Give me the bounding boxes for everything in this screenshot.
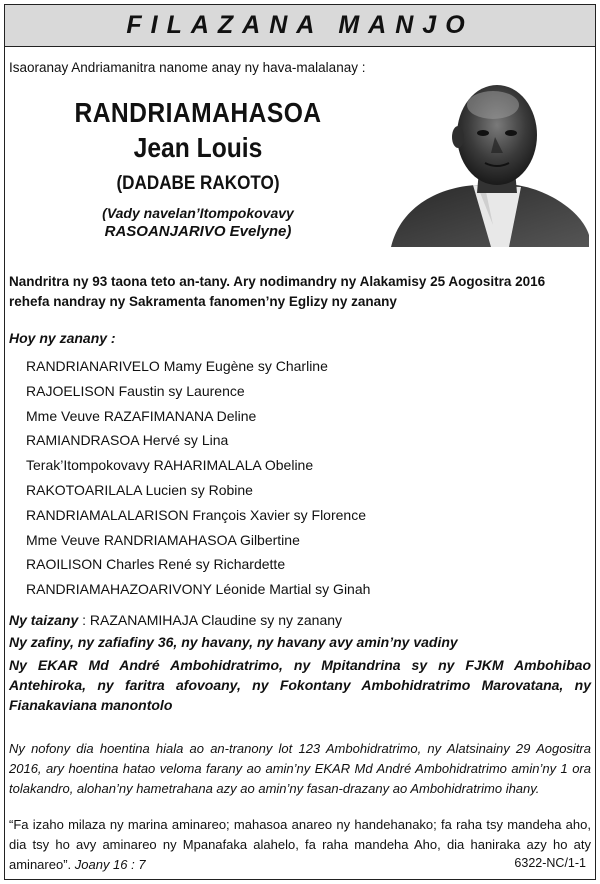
notice-title: FILAZANA MANJO — [126, 11, 474, 39]
list-item: Mme Veuve RAZAFIMANANA Deline — [26, 407, 257, 424]
list-item: RANDRIAMAHAZOARIVONY Léonide Martial sy Ginah — [26, 581, 371, 598]
header-band — [5, 5, 595, 47]
survivors-list — [26, 354, 370, 602]
taizany-label: Ny taizany — [9, 612, 79, 628]
portrait-photo — [381, 75, 589, 247]
quote-reference: Joany 16 : 7 — [71, 857, 146, 872]
quote-text: “Fa izaho milaza ny marina aminareo; mahasoa anareo ny handehanako; fa raha tsy mandeha aho, dia tsy ho avy aminareo ny Mpanafaka alahelo, fa raha mandeha Aho, dia haniraka azy ho aty aminareo”. — [9, 817, 591, 872]
list-item: RANDRIAMALALARISON François Xavier sy Florence — [26, 506, 366, 523]
survivors-title: Hoy ny zanany : — [9, 330, 116, 346]
death-announcement: Nandritra ny 93 taona teto an-tany. Ary nodimandry ny Alakamisy 25 Aogositra 2016 rehefa nandray ny Sakramenta fanomen’ny Eglizy ny zanany — [9, 274, 546, 309]
spouse-name: RASOANJARIVO Evelyne) — [104, 223, 292, 240]
ad-code: 6322-NC/1-1 — [514, 856, 586, 870]
list-item: RAOILISON Charles René sy Richardette — [26, 556, 286, 573]
portrait-illustration — [381, 75, 589, 247]
deceased-surname: RANDRIAMAHASOA — [74, 97, 322, 128]
list-item: RAMIANDRASOA Hervé sy Lina — [26, 432, 229, 449]
taizany-line — [9, 612, 342, 628]
funeral-details: Ny nofony dia hoentina hiala ao an-tranony lot 123 Ambohidratrimo, ny Alatsinainy 29 Aogositra 2016, ary hoentina hatao veloma farany ao amin’ny EKAR Md André Ambohidratrimo amin’ny 1 ora tolakandro, alohan’ny hametrahana azy ao amin’ny fasan-drazany ao Ambohidratrimo ihany. — [9, 741, 591, 796]
list-item: RANDRIANARIVELO Mamy Eugène sy Charline — [26, 358, 328, 374]
bible-quote — [9, 815, 591, 875]
deceased-name-block — [48, 96, 348, 242]
church-line: Ny EKAR Md André Ambohidratrimo, ny Mpitandrina sy ny FJKM Ambohibao Antehiroka, ny faritra afovoany, ny Fokontany Ambohidratrimo Marovatana, ny Fianakaviana manontolo — [9, 657, 591, 713]
deceased-first-name: Jean Louis — [133, 132, 263, 163]
taizany-value: : RAZANAMIHAJA Claudine sy ny zanany — [78, 612, 343, 628]
zafiny-line: Ny zafiny, ny zafiafiny 36, ny havany, ny havany avy amin’ny vadiny — [9, 634, 458, 650]
deceased-nickname: (DADABE RAKOTO) — [116, 173, 280, 194]
list-item: RAJOELISON Faustin sy Laurence — [26, 382, 245, 399]
list-item: RAKOTOARILALA Lucien sy Robine — [26, 481, 253, 498]
intro-text: Isaoranay Andriamanitra nanome anay ny hava-malalanay : — [9, 60, 366, 75]
spouse-line: (Vady navelan’Itompokovavy — [102, 205, 294, 221]
list-item: Terak’Itompokovavy RAHARIMALALA Obeline — [26, 457, 314, 474]
list-item: Mme Veuve RANDRIAMAHASOA Gilbertine — [26, 531, 300, 548]
